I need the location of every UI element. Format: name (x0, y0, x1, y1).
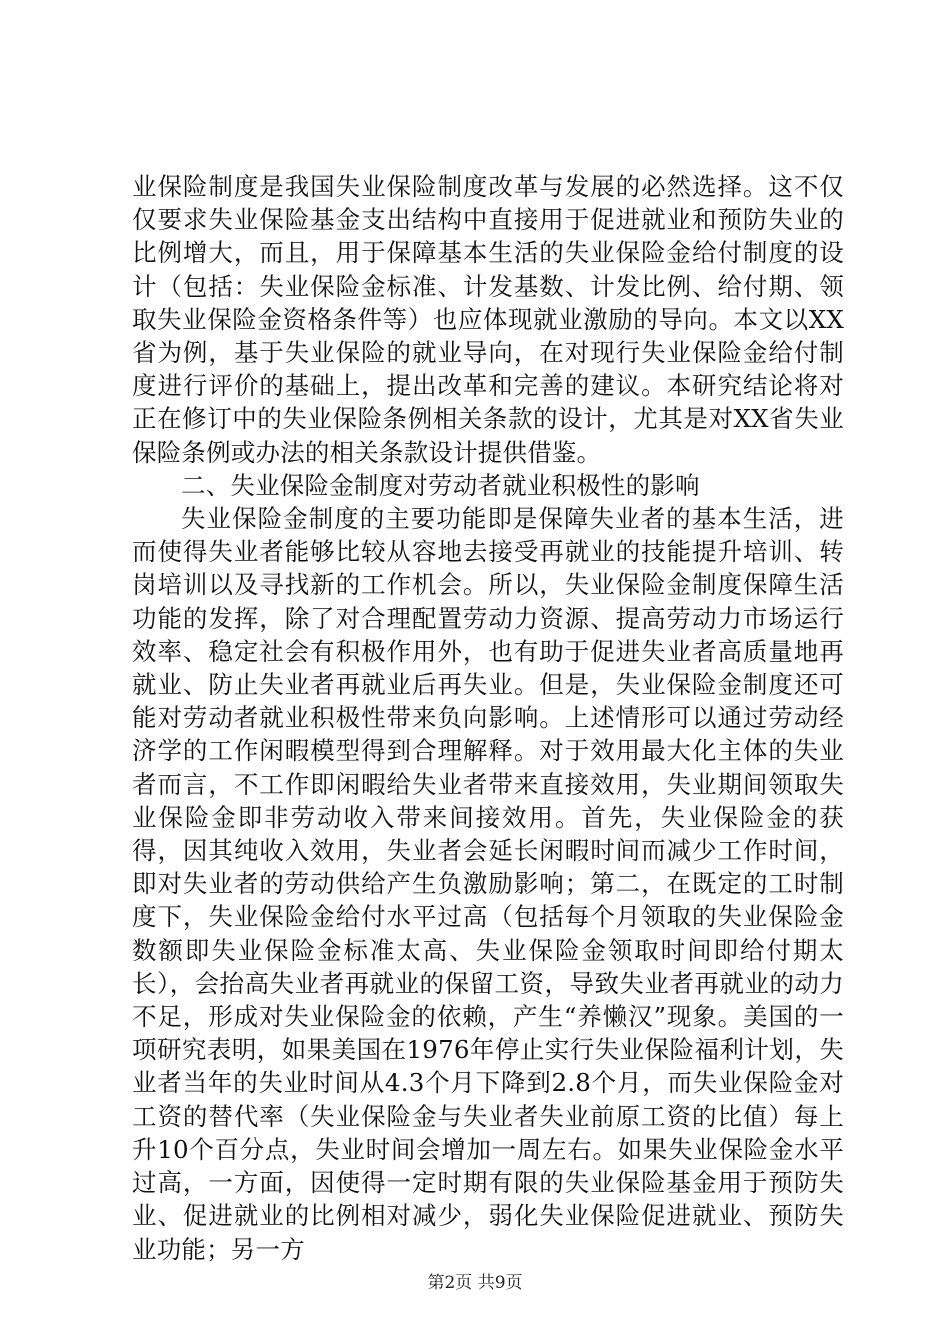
body-paragraph-1: 业保险制度是我国失业保险制度改革与发展的必然选择。这不仅仅要求失业保险基金支出结构中直接用于促进就业和预防失业的比例增大，而且，用于保障基本生活的失业保险金给付制度的设计（包括：失业保险金标准、计发基数、计发比例、给付期、领取失业保险金资格条件等）也应体现就业激励的导向。本文以XX省为例，基于失业保险的就业导向，在对现行失业保险金给付制度进行评价的基础上，提出改革和完善的建议。本研究结论将对正在修订中的失业保险条例相关条款的设计，尤其是对XX省失业保险条例或办法的相关条款设计提供借鉴。 (132, 172, 844, 467)
body-paragraph-2: 失业保险金制度的主要功能即是保障失业者的基本生活，进而使得失业者能够比较从容地去接受再就业的技能提升培训、转岗培训以及寻找新的工作机会。所以，失业保险金制度保障生活功能的发挥，除了对合理配置劳动力资源、提高劳动力市场运行效率、稳定社会有积极作用外，也有助于促进失业者高质量地再就业、防止失业者再就业后再失业。但是，失业保险金制度还可能对劳动者就业积极性带来负向影响。上述情形可以通过劳动经济学的工作闲暇模型得到合理解释。对于效用最大化主体的失业者而言，不工作即闲暇给失业者带来直接效用，失业期间领取失业保险金即非劳动收入带来间接效用。首先，失业保险金的获得，因其纯收入效用，失业者会延长闲暇时间而减少工作时间，即对失业者的劳动供给产生负激励影响；第二，在既定的工时制度下，失业保险金给付水平过高（包括每个月领取的失业保险金数额即失业保险金标准太高、失业保险金领取时间即给付期太长），会抬高失业者再就业的保留工资，导致失业者再就业的动力不足，形成对失业保险金的依赖，产生“养懒汉”现象。美国的一项研究表明，如果美国在1976年停止实行失业保险福利计划，失业者当年的失业时间从4.3个月下降到2.8个月，而失业保险金对工资的替代率（失业保险金与失业者失业前原工资的比值）每上升10个百分点，失业时间会增加一周左右。如果失业保险金水平过高，一方面，因使得一定时期有限的失业保险基金用于预防失业、促进就业的比例相对减少，弱化失业保险促进就业、预防失业功能；另一方 (132, 504, 844, 1264)
document-body (132, 170, 844, 1266)
section-heading: 二、失业保险金制度对劳动者就业积极性的影响 (181, 470, 700, 500)
page-number-footer: 第2页 共9页 (427, 1273, 523, 1293)
